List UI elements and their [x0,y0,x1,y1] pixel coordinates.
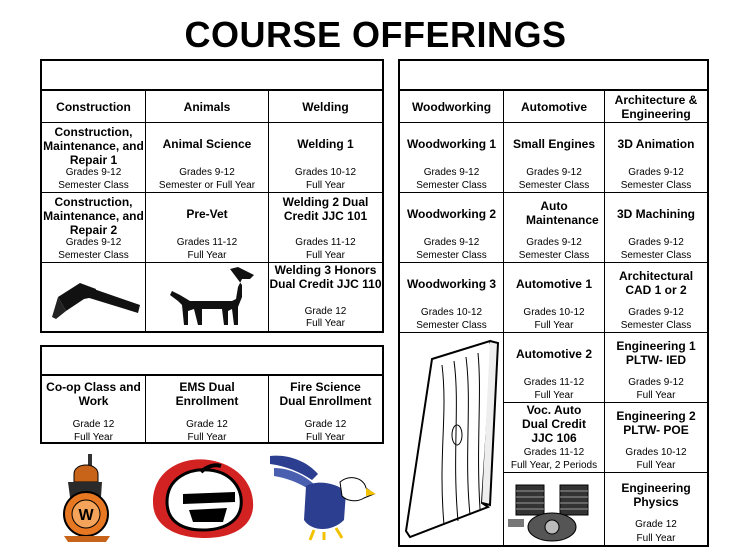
course-name: EMS Dual Enrollment [175,380,239,408]
course-name: Architectural CAD 1 or 2 [619,269,694,297]
bottom-course-table [40,345,384,444]
course-grades: Grades 9-12 [526,167,582,178]
course-cell [605,473,707,545]
right-course-table [398,59,709,547]
left-course-table [40,59,384,333]
course-grades: Grades 11-12 [295,237,356,248]
course-term: Semester or Full Year [158,180,256,191]
course-name: Animal Science [162,137,252,151]
course-grades: Grades 10-12 [420,307,483,318]
course-term: Full Year [636,460,676,471]
course-grades: Grade 12 [186,419,228,430]
course-cell [400,193,504,263]
course-grades: Grades 11-12 [523,447,585,458]
course-grades: Grade 12 [635,519,677,530]
course-cell [42,193,146,263]
course-cell [146,123,269,193]
course-name: 3D Machining [616,207,695,221]
hammer-cell [42,263,146,331]
course-term: Full Year [534,320,574,331]
course-grades: Grades 10-12 [294,167,357,178]
course-name: Small Engines [512,137,596,151]
course-cell [42,376,146,442]
page-title: COURSE OFFERINGS [184,14,567,55]
course-term: Full Year [306,432,345,442]
course-name: Auto Maintenance [526,199,599,227]
course-term: Full Year, 2 Periods [510,460,598,471]
course-term: Full Year [74,432,113,442]
column-header-automotive: Automotive [504,91,605,123]
course-grades: Grades 10-12 [625,447,687,458]
course-term: Full Year [636,390,676,401]
course-cell [605,333,707,403]
course-name: Engineering 2 PLTW- POE [616,409,696,437]
course-name: Pre-Vet [186,207,228,221]
course-grades: Grades 9-12 [628,167,684,178]
course-term: Semester Class [416,180,487,191]
course-term: Semester Class [620,180,692,191]
course-term: Semester Class [416,320,487,331]
course-name: Welding 3 Honors Dual Credit JJC 110 [269,263,382,291]
course-name: Automotive 2 [515,347,592,361]
course-term: Semester Class [58,180,129,191]
dog-cell [146,263,269,331]
course-term: Full Year [306,180,345,191]
wood-plank-cell [400,333,504,545]
hammer-icon [44,267,144,327]
course-cell [504,403,605,473]
course-cell [605,403,707,473]
course-grades: Grade 12 [72,419,115,430]
course-name: 3D Animation [617,137,695,151]
course-term: Semester Class [518,250,590,261]
warrior-mascot-logo [52,452,122,544]
course-grades: Grades 11-12 [176,237,238,248]
course-grades: Grades 9-12 [423,167,480,178]
course-name: Fire Science Dual Enrollment [279,380,372,408]
course-grades: Grades 9-12 [65,167,122,178]
column-header-construction: Construction [42,91,146,123]
knight-helmet-logo [143,452,263,542]
course-cell [400,263,504,333]
course-cell [146,376,269,442]
course-term: Full Year [306,250,345,261]
course-name: Co-op Class and Work [46,380,141,408]
course-term: Semester Class [620,320,692,331]
course-term: Semester Class [58,250,129,261]
course-grades: Grades 10-12 [523,307,585,318]
course-term: Semester Class [620,250,692,261]
column-header-welding: Welding [269,91,382,123]
course-term: Semester Class [518,180,590,191]
course-name: Woodworking 3 [406,277,497,291]
course-cell [146,193,269,263]
course-term: Full Year [306,318,345,329]
course-grades: Grades 9-12 [628,237,684,248]
course-cell [400,123,504,193]
course-cell [605,123,707,193]
course-name: Engineering Physics [621,481,691,509]
course-cell [269,376,382,442]
column-header-animals: Animals [146,91,269,123]
course-term: Full Year [187,432,227,442]
course-grades: Grades 9-12 [179,167,235,178]
column-header-woodworking: Woodworking [400,91,504,123]
griffin-mascot-logo [266,450,378,542]
course-name: Construction, Maintenance, and Repair 1 [43,125,144,167]
course-cell [269,123,382,193]
course-grades: Grades 9-12 [65,237,122,248]
course-name: Voc. Auto Dual Credit JJC 106 [521,403,586,445]
bottom-table-blank-header [42,347,382,376]
course-term: Full Year [636,533,676,544]
course-name: Welding 1 [297,137,354,151]
course-grades: Grades 9-12 [628,307,684,318]
engine-image [506,475,602,545]
course-cell [605,193,707,263]
svg-text:W: W [78,507,94,524]
course-term: Full Year [187,250,227,261]
course-cell [269,263,382,331]
course-cell [42,123,146,193]
dog-icon [150,265,266,329]
right-table-blank-header [400,61,707,91]
course-name: Woodworking 2 [406,207,497,221]
course-cell [504,123,605,193]
course-grades: Grades 9-12 [526,237,582,248]
column-header-architecture-engineering: Architecture & Engineering [605,91,707,123]
course-cell [504,193,605,263]
course-name: Woodworking 1 [406,137,497,151]
course-grades: Grades 9-12 [423,237,480,248]
course-name: Automotive 1 [515,277,592,291]
wood-plank-image [402,335,502,541]
course-cell [504,263,605,333]
course-name: Construction, Maintenance, and Repair 2 [43,195,144,237]
course-name: Engineering 1 PLTW- IED [616,339,696,367]
course-grades: Grade 12 [304,419,347,430]
course-cell [269,193,382,263]
left-table-blank-header [42,61,382,91]
course-term: Full Year [534,390,574,401]
course-cell [605,263,707,333]
engine-cell [504,473,605,545]
course-grades: Grades 9-12 [628,377,684,388]
course-cell [504,333,605,403]
course-term: Semester Class [416,250,487,261]
course-name: Welding 2 Dual Credit JJC 101 [282,195,369,223]
course-grades: Grade 12 [304,306,347,317]
course-grades: Grades 11-12 [523,377,585,388]
